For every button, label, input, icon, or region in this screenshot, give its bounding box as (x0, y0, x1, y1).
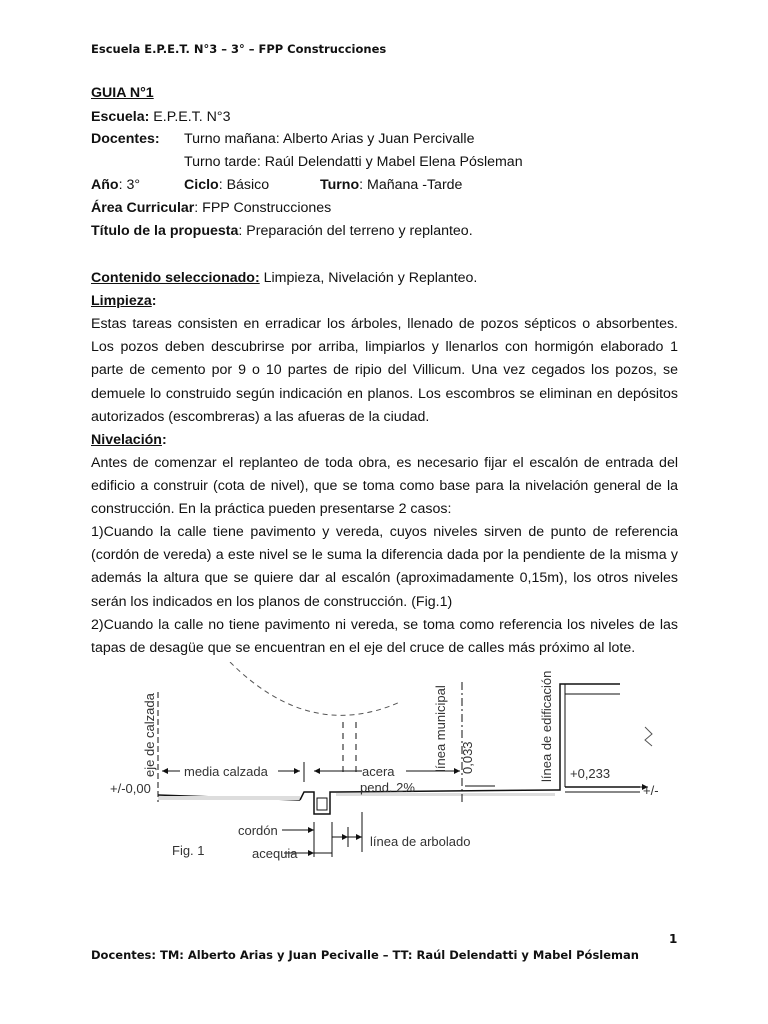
figure-caption: Fig. 1 (172, 843, 205, 858)
label-eje-calzada: eje de calzada (142, 693, 157, 777)
cycle-value: : Básico (218, 177, 270, 193)
leveling-paragraph-2: 1)Cuando la calle tiene pavimento y vereda, cuyos niveles sirven de punto de referencia (cordón de vereda) a este nivel se le suma la diferencia dada por la pendiente de la misma y además la altura que se quiere dar al escalón (aproximadamente 0,15m), los otros niveles serán los indicados en los planos de construcción. (Fig.1) (91, 524, 678, 610)
leveling-paragraph-3: 2)Cuando la calle no tiene pavimento ni vereda, se toma como referencia los niveles de las tapas de desagüe que se encuentran en el eje del cruce de calles más próximo al lote. (91, 617, 678, 657)
label-media-calzada: media calzada (184, 764, 268, 779)
label-acequia: acequia (252, 846, 298, 861)
page-header: Escuela E.P.E.T. N°3 – 3° – FPP Construcciones (91, 42, 387, 56)
selected-content-line (91, 269, 477, 287)
guide-title: GUIA N°1 (91, 85, 154, 101)
page-footer: Docentes: TM: Alberto Arias y Juan Pecivalle – TT: Raúl Delendatti y Mabel Pósleman (91, 948, 639, 962)
label-linea-arbolado: línea de arbolado (370, 834, 471, 849)
cleaning-paragraph: Estas tareas consisten en erradicar los árboles, llenado de pozos sépticos o absorbentes. Los pozos deben descubrirse por arriba, limpiarlos y llenarlos con hormigón elaborado 1 parte de cemento por 9 o 10 partes de ripio del Villicum. Una vez cegados los pozos, se demuele lo construido según indicación en planos. Los escombros se eliminan en depósitos autorizados (escombreras) a las afueras de la ciudad. (91, 316, 678, 425)
label-linea-municipal: línea municipal (433, 685, 448, 772)
tree-crown-arc (230, 662, 400, 715)
leveling-heading-line: Nivelación: (91, 432, 167, 448)
proposal-line (91, 222, 473, 240)
label-pendiente: pend. 2% (360, 780, 415, 795)
year-value: : 3° (118, 177, 141, 193)
shift-value: : Mañana -Tarde (359, 177, 463, 193)
label-linea-edificacion: línea de edificación (539, 670, 554, 782)
label-cota-0233: +0,233 (570, 766, 611, 781)
page-number: 1 (669, 932, 678, 946)
shift-group (320, 176, 462, 194)
cycle-group (184, 176, 269, 194)
teachers-afternoon: Turno tarde: Raúl Delendatti y Mabel Elena Pósleman (184, 154, 523, 170)
label-cota-033: 0,033 (460, 741, 475, 774)
label-acera: acera (362, 764, 395, 779)
teachers-morning: Turno mañana: Alberto Arias y Juan Percivalle (184, 131, 475, 147)
area-line (91, 199, 331, 217)
year-line (91, 176, 691, 194)
teachers-label: Docentes: (91, 131, 160, 147)
area-label: Área Curricular (91, 200, 195, 216)
label-nivel-mas-menos: +/- (643, 783, 659, 798)
selected-content-label: Contenido seleccionado: (91, 270, 260, 286)
proposal-value: : Preparación del terreno y replanteo. (238, 223, 473, 239)
leveling-heading: Nivelación (91, 432, 162, 448)
figure-1-diagram (100, 662, 680, 872)
selected-content-value: Limpieza, Nivelación y Replanteo. (259, 270, 478, 286)
school-value: E.P.E.T. N°3 (149, 109, 231, 125)
school-line (91, 108, 230, 126)
cycle-label: Ciclo (184, 177, 219, 193)
curb-acequia (300, 792, 336, 814)
teachers-line (91, 130, 691, 148)
area-value: : FPP Construcciones (194, 200, 332, 216)
proposal-label: Título de la propuesta (91, 223, 239, 239)
cleaning-heading: Limpieza (91, 293, 152, 309)
label-cordon: cordón (238, 823, 278, 838)
school-label: Escuela: (91, 109, 150, 125)
shift-label: Turno (320, 177, 360, 193)
year-label: Año (91, 177, 119, 193)
cleaning-heading-line: Limpieza: (91, 293, 157, 309)
label-nivel-cero: +/-0,00 (110, 781, 151, 796)
leveling-paragraph-1: Antes de comenzar el replanteo de toda obra, es necesario fijar el escalón de entrada del edificio a construir (cota de nivel), que se toma como base para la nivelación general de la construcción. En la práctica pueden presentarse 2 casos: (91, 455, 678, 518)
